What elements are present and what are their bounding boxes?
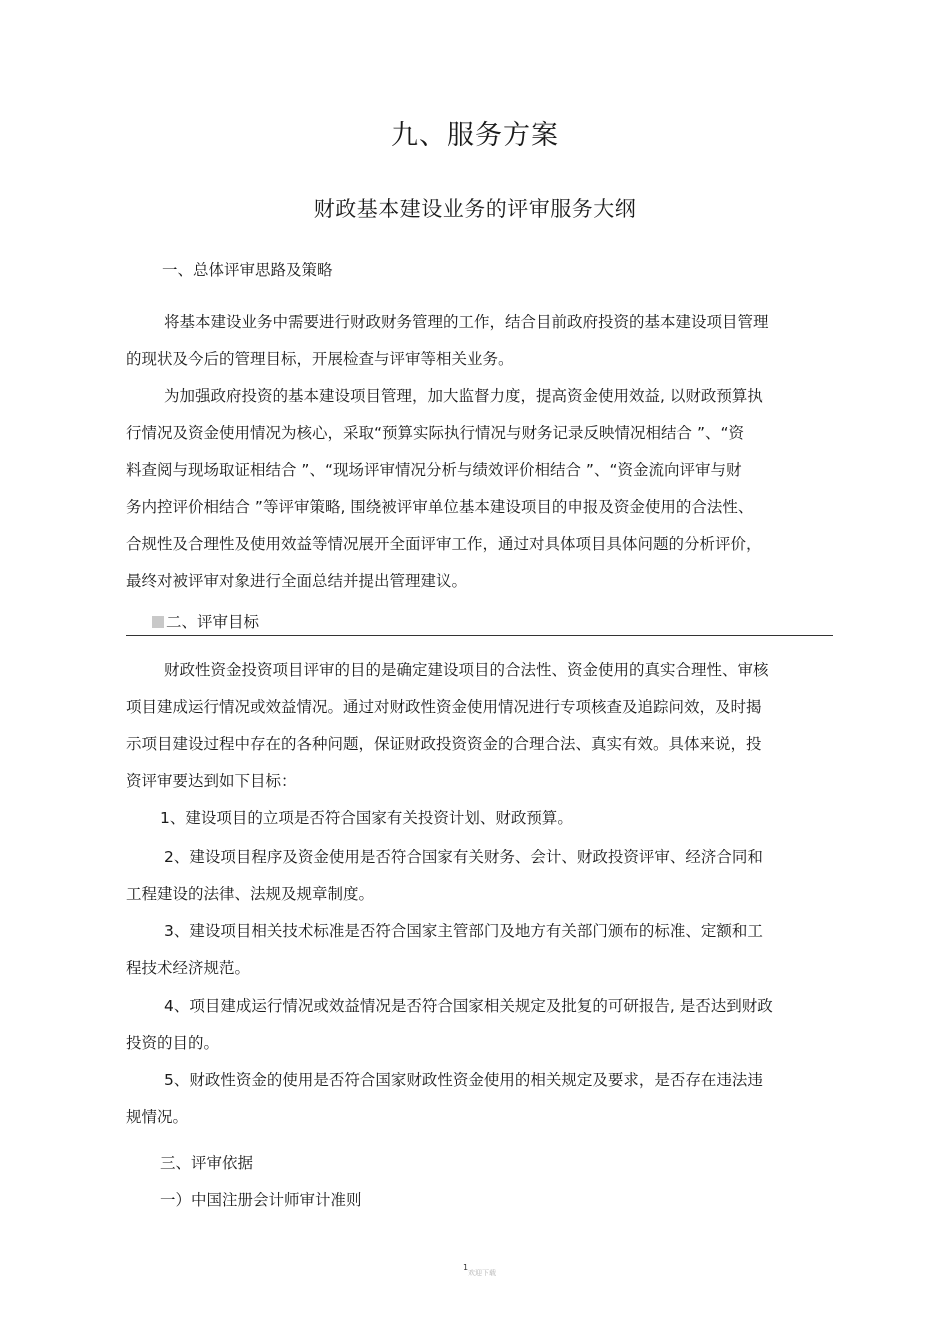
list-item: 2、建设项目程序及资金使用是否符合国家有关财务、会计、财政投资评审、经济合同和 [164,848,763,866]
list-item-continuation: 工程建设的法律、法规及规章制度。 [126,885,375,903]
list-item-continuation: 投资的目的。 [126,1034,220,1052]
paragraph-line: 行情况及资金使用情况为核心，采取“预算实际执行情况与财务记录反映情况相结合 ”、“资 [126,424,745,442]
paragraph-line: 项目建成运行情况或效益情况。通过对财政性资金使用情况进行专项核查及追踪问效，及时揭 [126,698,762,716]
watermark-text: 欢迎下载 [468,1269,496,1277]
paragraph-line: 务内控评价相结合 ”等评审策略, 围绕被评审单位基本建设项目的申报及资金使用的合法性、 [126,498,754,516]
objective-item-5 [126,1062,836,1136]
paragraph-line: 料查阅与现场取证相结合 ”、“现场评审情况分析与绩效评价相结合 ”、“资金流向评审与财 [126,461,742,479]
section1-paragraph-2 [126,378,836,600]
list-item: 3、建设项目相关技术标准是否符合国家主管部门及地方有关部门颁布的标准、定额和工 [164,922,763,940]
objective-item-1 [160,800,870,837]
section2-heading [126,608,833,636]
section1-heading: 一、总体评审思路及策略 [162,261,333,279]
list-item-continuation: 程技术经济规范。 [126,959,251,977]
paragraph-line: 为加强政府投资的基本建设项目管理，加大监督力度，提高资金使用效益, 以财政预算执 [164,387,763,405]
objective-item-3 [126,913,836,987]
section3-heading: 三、评审依据 [160,1154,254,1172]
objective-item-4 [126,988,836,1062]
document-subtitle: 财政基本建设业务的评审服务大纲 [313,197,637,221]
paragraph-line: 资评审要达到如下目标： [126,772,297,790]
heading-marker [152,616,164,628]
paragraph-line: 合规性及合理性及使用效益等情况展开全面评审工作，通过对具体项目具体问题的分析评价， [126,535,762,553]
document-title: 九、服务方案 [391,120,559,151]
paragraph-line: 财政性资金投资项目评审的目的是确定建设项目的合法性、资金使用的真实合理性、审核 [164,661,769,679]
section3-subheading: 一）中国注册会计师审计准则 [160,1191,362,1209]
list-item: 1、建设项目的立项是否符合国家有关投资计划、财政预算。 [160,809,573,827]
section2-paragraph-1 [126,652,836,800]
paragraph-line: 示项目建设过程中存在的各种问题，保证财政投资资金的合理合法、真实有效。具体来说，投 [126,735,762,753]
list-item: 4、项目建成运行情况或效益情况是否符合国家相关规定及批复的可研报告, 是否达到财政 [164,997,773,1015]
paragraph-line: 将基本建设业务中需要进行财政财务管理的工作，结合目前政府投资的基本建设项目管理 [164,313,769,331]
list-item: 5、财政性资金的使用是否符合国家财政性资金使用的相关规定及要求，是否存在违法违 [164,1071,763,1089]
section1-paragraph-1 [126,304,836,378]
paragraph-line: 的现状及今后的管理目标，开展检查与评审等相关业务。 [126,350,514,368]
list-item-continuation: 规情况。 [126,1108,189,1126]
paragraph-line: 最终对被评审对象进行全面总结并提出管理建议。 [126,572,468,590]
page-number: 1 [463,1263,469,1272]
section2-heading-label: 二、评审目标 [166,613,260,631]
objective-item-2 [126,839,836,913]
